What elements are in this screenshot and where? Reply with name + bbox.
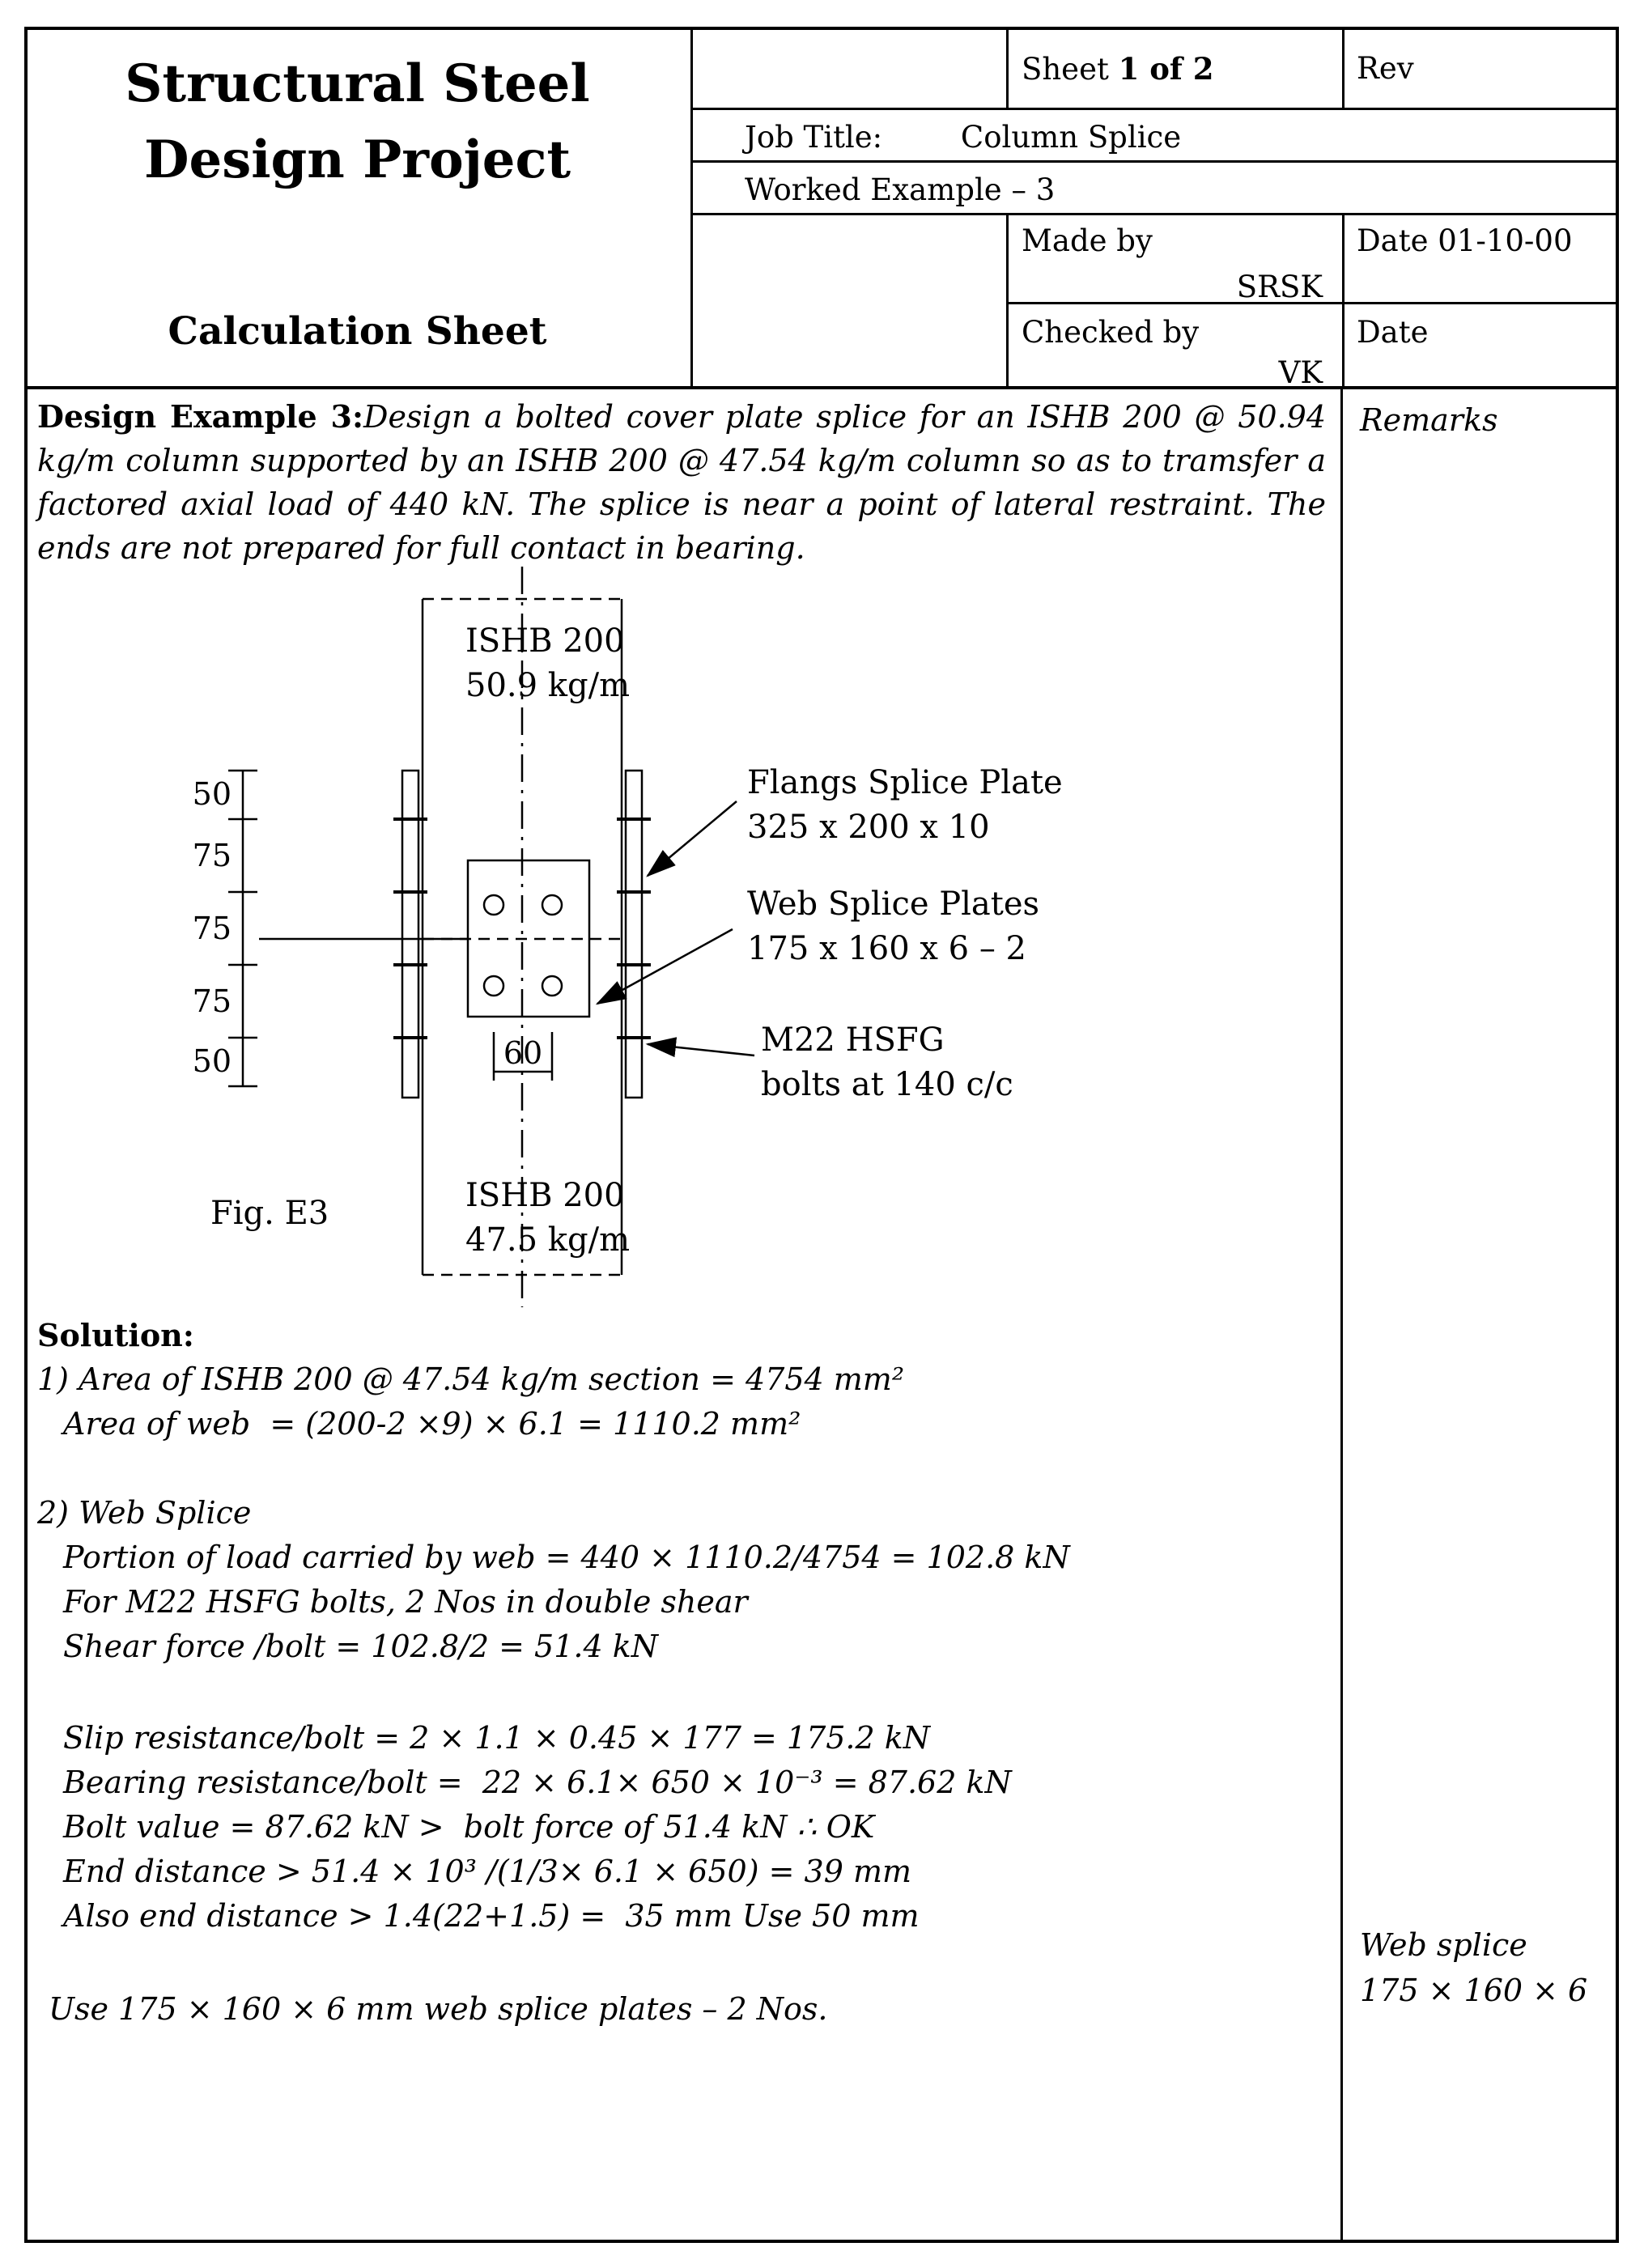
bolt-callout — [648, 1021, 1013, 1103]
made-by-label: Made by — [1022, 223, 1153, 258]
doc-title-line1: Structural Steel — [125, 53, 590, 114]
web-plate-callout — [597, 886, 1039, 1004]
lower-column-label-line1: ISHB 200 — [465, 1177, 625, 1214]
bolt-hole — [484, 976, 503, 996]
dim-label: 50 — [194, 776, 232, 812]
checked-by-label: Checked by — [1022, 315, 1200, 350]
job-title-cell — [745, 119, 1181, 156]
solution-line: 1) Area of ISHB 200 @ 47.54 kg/m section = 4754 mm² — [37, 1361, 905, 1397]
solution-line: Bearing resistance/bolt = 22 × 6.1× 650 × 10⁻³ = 87.62 kN — [63, 1765, 1012, 1800]
flange-plate-callout — [648, 764, 1063, 876]
remarks-note-line1: Web splice — [1360, 1927, 1527, 1963]
web-plate-label-line2: 175 x 160 x 6 – 2 — [747, 930, 1026, 967]
splice-drawing — [194, 559, 1149, 1311]
worked-example-cell: Worked Example – 3 — [745, 172, 1056, 207]
solution-line: Area of web = (200-2 ×9) × 6.1 = 1110.2 mm² — [63, 1406, 801, 1442]
grid-line — [1342, 27, 1345, 110]
checked-date-cell: Date — [1357, 315, 1429, 350]
grid-line — [690, 108, 1616, 110]
flange-plate-label-line2: 325 x 200 x 10 — [747, 809, 990, 846]
job-title-value: Column Splice — [960, 120, 1182, 155]
dim-label: 75 — [194, 983, 232, 1019]
solution-line: For M22 HSFG bolts, 2 Nos in double shear — [63, 1584, 748, 1620]
figure-caption: Fig. E3 — [210, 1195, 329, 1232]
leader-arrow — [648, 801, 737, 876]
sheet-word: Sheet — [1022, 52, 1109, 87]
made-date-cell: Date 01-10-00 — [1357, 223, 1573, 258]
solution-section — [37, 1313, 1323, 2032]
grid-line-header-bottom — [24, 386, 1619, 389]
splice-figure — [194, 559, 1149, 1311]
solution-line: Portion of load carried by web = 440 × 1110.2/4754 = 102.8 kN — [63, 1540, 1070, 1575]
doc-title-line2: Design Project — [143, 130, 571, 190]
solution-line: Also end distance > 1.4(22+1.5) = 35 mm Use 50 mm — [63, 1898, 920, 1934]
grid-line-remarks-divider — [1340, 386, 1343, 2240]
solution-line-use-plates: Use 175 × 160 × 6 mm web splice plates – 2 Nos. — [49, 1991, 828, 2027]
dimension-chain — [194, 771, 257, 1086]
bolt-label-line1: M22 HSFG — [761, 1021, 945, 1059]
calculation-sheet-label: Calculation Sheet — [168, 309, 547, 354]
lower-column-label-line2: 47.5 kg/m — [465, 1221, 631, 1259]
dim-label: 50 — [194, 1043, 232, 1079]
design-example-paragraph — [37, 395, 1326, 570]
solution-line: 2) Web Splice — [37, 1495, 252, 1531]
sheet-number-cell — [1022, 50, 1213, 88]
bolt-hole — [542, 976, 562, 996]
bolt-hole — [542, 895, 562, 915]
made-by-value: SRSK — [1236, 270, 1323, 304]
bolt-hole — [484, 895, 503, 915]
flange-plate-label-line1: Flangs Splice Plate — [747, 764, 1063, 801]
dim-label: 75 — [194, 911, 232, 946]
web-plate-label-line1: Web Splice Plates — [747, 886, 1040, 923]
solution-line: Bolt value = 87.62 kN > bolt force of 51.4 kN ∴ OK — [63, 1809, 875, 1845]
upper-column-label-line2: 50.9 kg/m — [465, 667, 631, 704]
solution-line: Slip resistance/bolt = 2 × 1.1 × 0.45 × 177 = 175.2 kN — [63, 1720, 931, 1756]
grid-line — [1006, 213, 1009, 388]
job-title-label: Job Title: — [745, 120, 883, 155]
solution-line: End distance > 51.4 × 10³ /(1/3× 6.1 × 650) = 39 mm — [63, 1854, 912, 1889]
dim-label-60: 60 — [503, 1035, 543, 1071]
solution-heading: Solution: — [37, 1317, 194, 1353]
grid-line — [690, 160, 1616, 163]
remarks-web-splice-note — [1360, 1922, 1587, 2013]
bolt-label-line2: bolts at 140 c/c — [761, 1066, 1013, 1103]
remarks-label: Remarks — [1360, 402, 1498, 438]
rev-cell: Rev — [1357, 51, 1414, 86]
lower-column-label — [465, 1177, 630, 1259]
solution-line: Shear force /bolt = 102.8/2 = 51.4 kN — [63, 1629, 659, 1664]
checked-by-value: VK — [1278, 355, 1323, 390]
remarks-note-line2: 175 × 160 × 6 — [1360, 1973, 1588, 2008]
grid-line — [1006, 27, 1009, 110]
design-example-lead: Design Example 3: — [37, 398, 363, 435]
grid-line — [690, 213, 1616, 215]
leader-arrow — [648, 1044, 754, 1055]
design-example-body: Design a bolted cover plate splice for an ISHB 200 @ 50.94 kg/m column supported by an ISHB 200 @ 47.54 kg/m column so as to tramsfer a factored axial load of 440 kN. The splice is near a point of lateral restraint. The ends are not prepared for full contact in bearing. — [37, 399, 1326, 566]
grid-line-title-divider — [690, 27, 693, 388]
sheet-number: 1 of 2 — [1118, 51, 1214, 87]
dim-label: 75 — [194, 838, 232, 873]
grid-line — [1342, 213, 1345, 388]
upper-column-label-line1: ISHB 200 — [465, 622, 625, 660]
upper-column-label — [465, 622, 630, 704]
